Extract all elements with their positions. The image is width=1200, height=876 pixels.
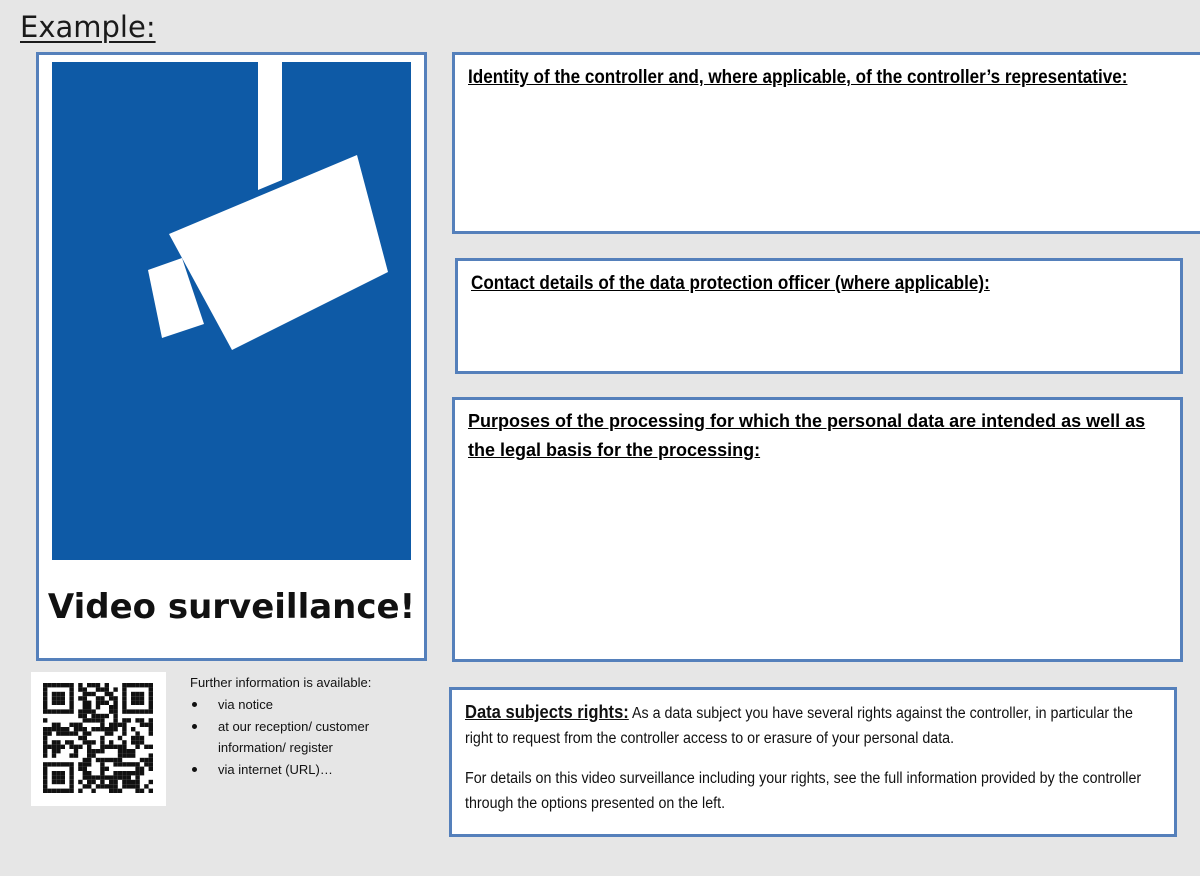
- rights-text: As a data subject you have several rights against the controller, in particular the right to request from the controller access to or erasure of your personal data.: [465, 705, 1133, 747]
- page-heading: Example:: [20, 10, 156, 44]
- list-item: [190, 759, 430, 780]
- qr-code[interactable]: [31, 672, 166, 806]
- further-info-lead: Further information is available:: [190, 675, 372, 690]
- rights-details: For details on this video surveillance including your rights, see the full information provided by the controller through the options presented on the left.: [465, 770, 1142, 812]
- controller-identity-box: [452, 52, 1200, 234]
- list-item-text: via notice: [218, 697, 273, 712]
- surveillance-sign: [36, 52, 427, 661]
- list-item-text: via internet (URL)…: [218, 762, 333, 777]
- sign-caption: Video surveillance!: [47, 587, 416, 627]
- cctv-camera-icon: [52, 62, 411, 560]
- bullet-icon: [192, 767, 197, 772]
- bullet-icon: [192, 724, 197, 729]
- dpo-contact-title: Contact details of the data protection officer (where applicable):: [471, 273, 990, 294]
- bullet-icon: [192, 702, 197, 707]
- rights-label: Data subjects rights:: [465, 702, 629, 722]
- further-info: [190, 675, 430, 781]
- processing-purposes-box: [452, 397, 1183, 662]
- dpo-contact-box: [455, 258, 1183, 374]
- list-item: [190, 716, 430, 758]
- list-item: [190, 694, 430, 715]
- processing-purposes-title: Purposes of the processing for which the personal data are intended as well as the legal basis for the processing:: [468, 411, 1146, 460]
- list-item-text: at our reception/ customer information/ register: [218, 719, 370, 755]
- controller-identity-title: Identity of the controller and, where applicable, of the controller’s representative:: [468, 67, 1128, 88]
- data-subject-rights-box: [449, 687, 1177, 837]
- rights-paragraph: [465, 700, 1157, 751]
- further-info-list: [190, 694, 430, 780]
- qr-code-icon: [31, 672, 166, 806]
